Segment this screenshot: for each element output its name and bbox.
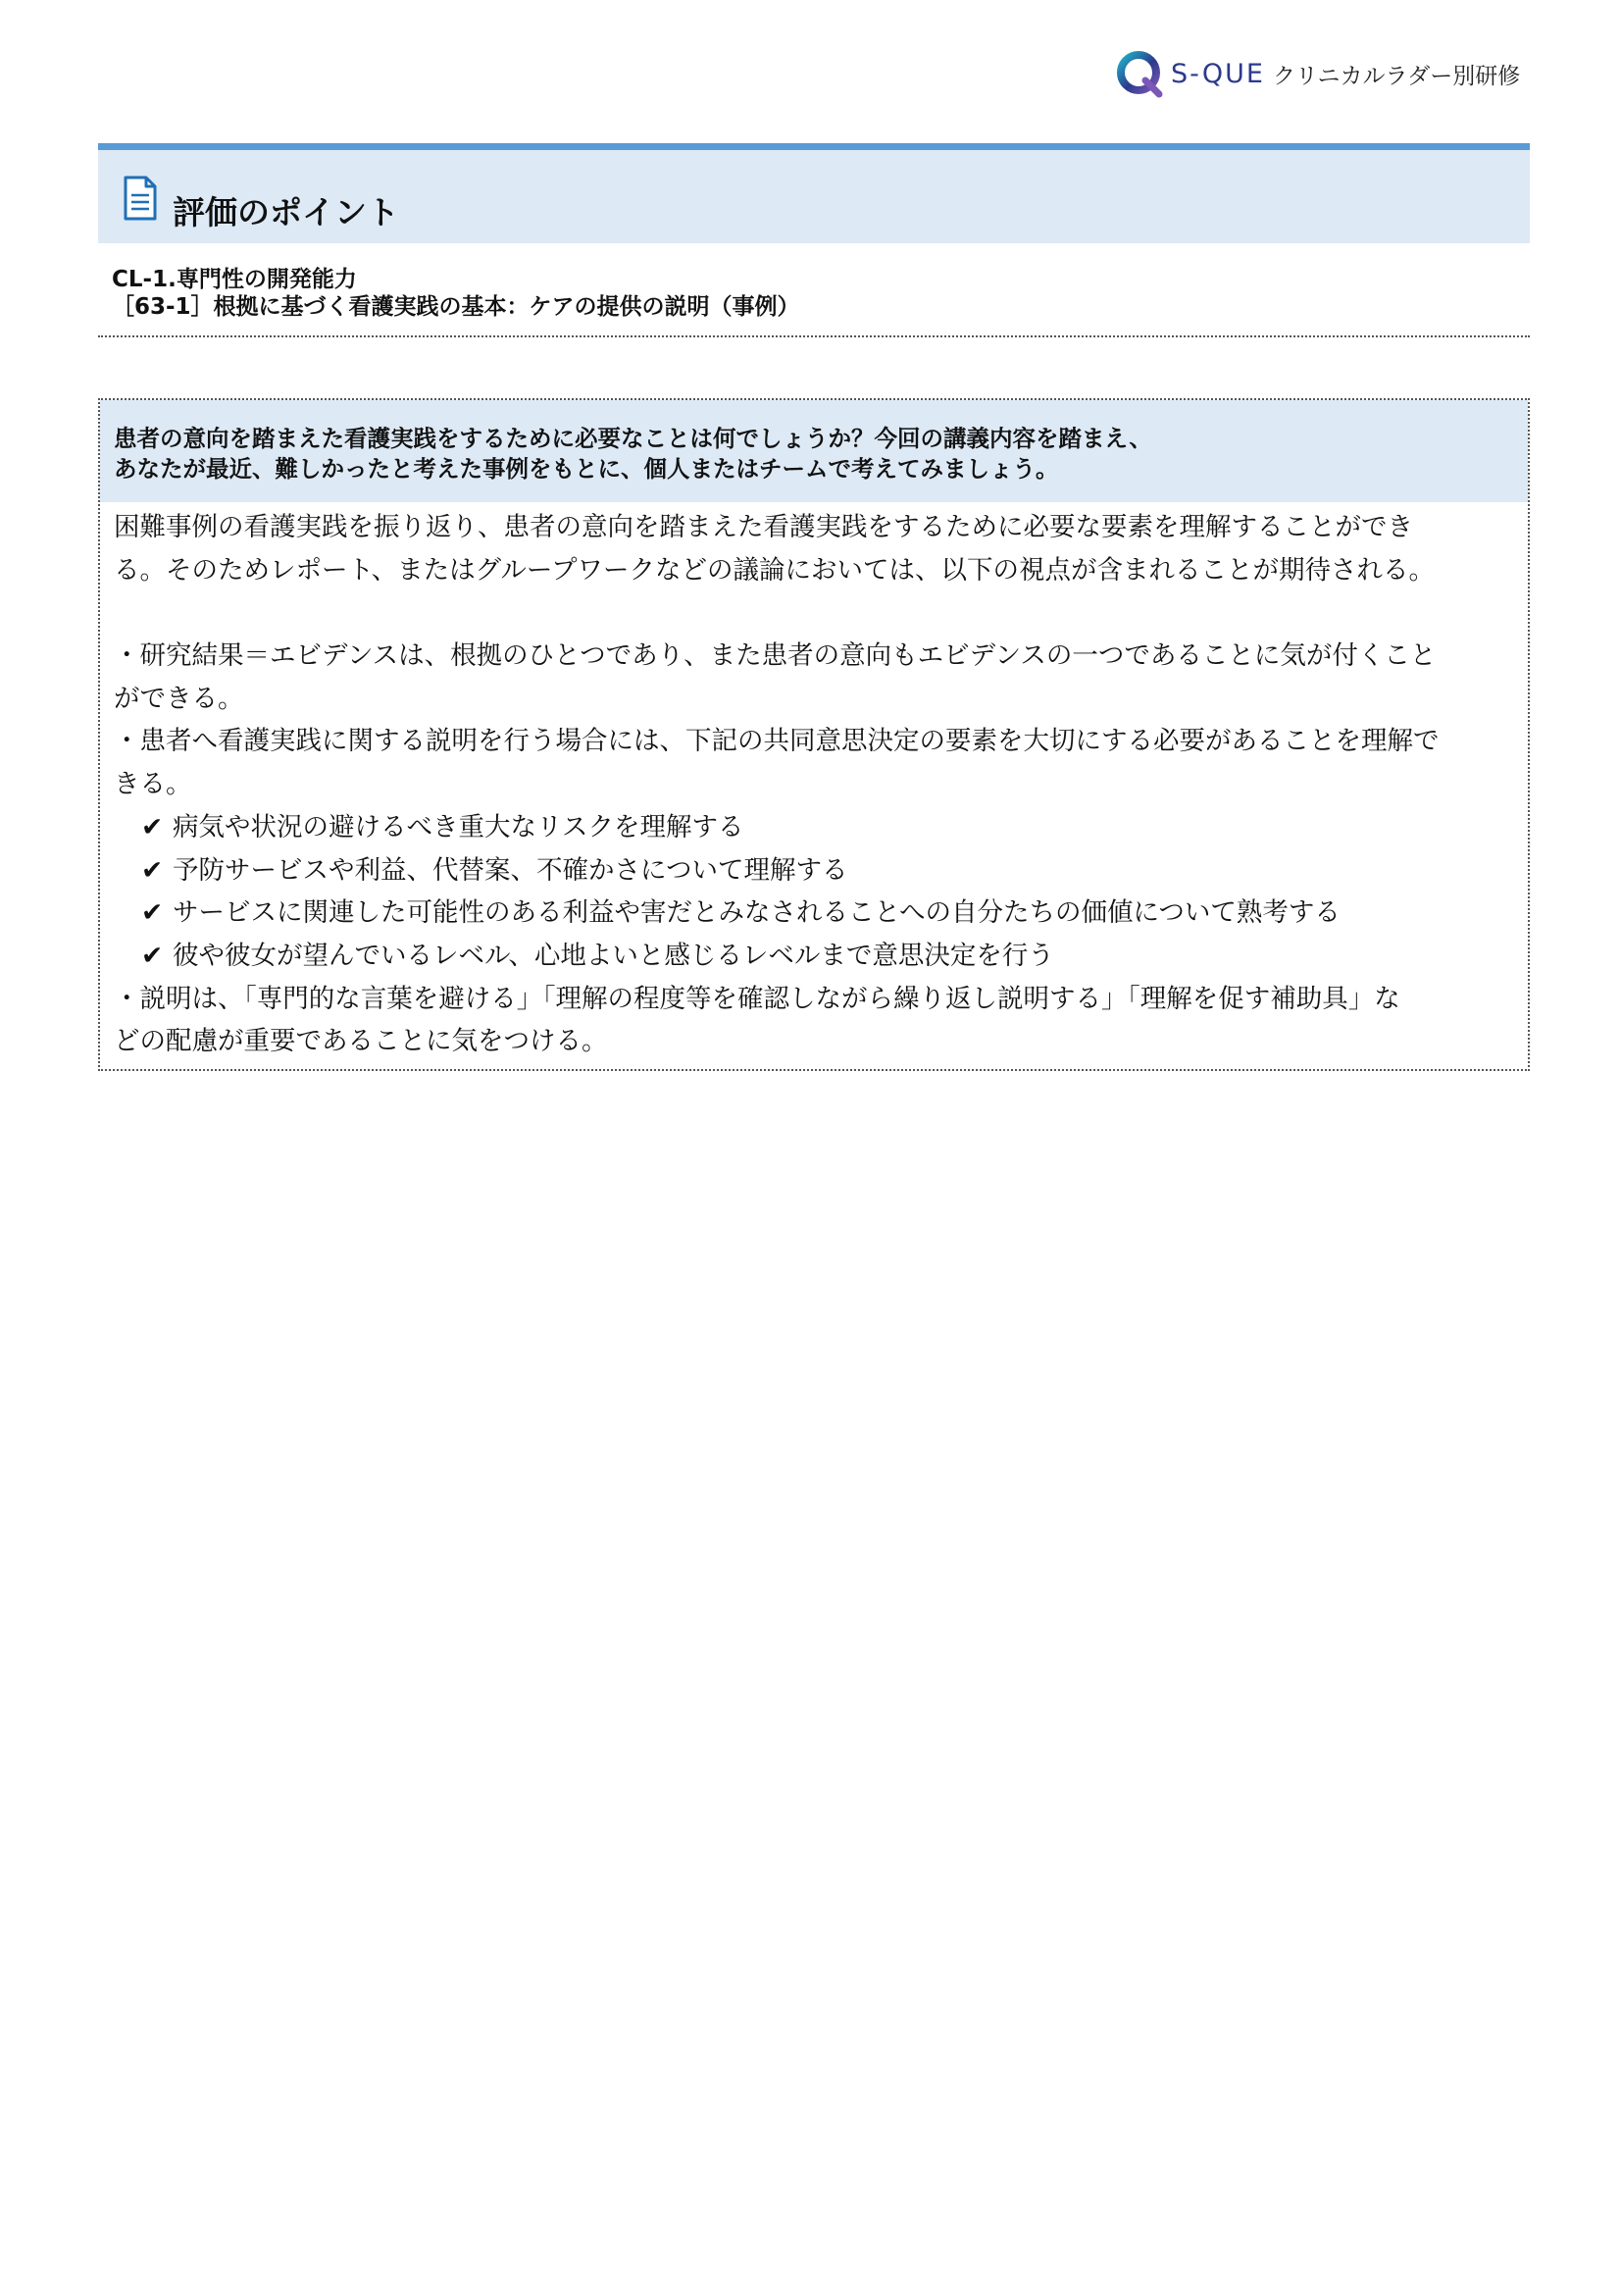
answer-body — [100, 502, 1528, 1069]
course-code: CL-1.専門性の開発能力 — [112, 267, 357, 292]
blank-line — [114, 591, 1514, 635]
brand-name: S-QUE — [1171, 58, 1265, 89]
question-line: あなたが最近、難しかったと考えた事例をもとに、個人またはチームで考えてみましょう。 — [114, 455, 1059, 483]
check-mark-icon: ✔ — [141, 897, 164, 929]
point-line: ・説明は、「専門的な言葉を避ける」「理解の程度等を確認しながら繰り返し説明する」「理解を促す補助具」な — [114, 983, 1400, 1014]
check-item-text: サービスに関連した可能性のある利益や害だとみなされることへの自分たちの価値について熟考する — [173, 897, 1341, 929]
question-line: 患者の意向を踏まえた看護実践をするために必要なことは何でしょうか？今回の講義内容を踏まえ、 — [114, 425, 1152, 452]
brand-subtitle: クリニカルラダー別研修 — [1272, 63, 1521, 89]
check-item — [114, 806, 1514, 849]
brand-header — [1116, 47, 1520, 100]
check-item-text: 予防サービスや利益、代替案、不確かさについて理解する — [173, 854, 848, 886]
document-icon — [124, 176, 157, 221]
check-item — [114, 935, 1514, 978]
point-line: どの配慮が重要であることに気をつける。 — [114, 1026, 608, 1057]
s-que-logo-icon — [1116, 49, 1165, 98]
check-item — [114, 849, 1514, 893]
point-line: ・研究結果＝エビデンスは、根拠のひとつであり、また患者の意向もエビデンスの一つであることに気が付くこと — [114, 640, 1437, 672]
page-title: 評価のポイント — [173, 193, 399, 231]
check-item-text: 彼や彼女が望んでいるレベル、心地よいと感じるレベルまで意思決定を行う — [173, 940, 1054, 971]
question-header — [100, 400, 1528, 502]
section-heading-band — [98, 143, 1530, 243]
point-line: ができる。 — [114, 683, 244, 714]
course-topic: ［63-1］根拠に基づく看護実践の基本：ケアの提供の説明（事例） — [112, 294, 800, 320]
course-info — [98, 257, 1530, 337]
check-mark-icon: ✔ — [141, 940, 164, 971]
check-mark-icon: ✔ — [141, 811, 164, 842]
check-item — [114, 892, 1514, 935]
check-item-text: 病気や状況の避けるべき重大なリスクを理解する — [173, 811, 744, 842]
check-mark-icon: ✔ — [141, 854, 164, 886]
intro-line: る。そのためレポート、またはグループワークなどの議論においては、以下の視点が含まれることが期待される。 — [114, 554, 1435, 586]
evaluation-box — [98, 398, 1530, 1071]
point-line: きる。 — [114, 769, 192, 800]
point-line: ・患者へ看護実践に関する説明を行う場合には、下記の共同意思決定の要素を大切にする必要があることを理解で — [114, 726, 1440, 757]
intro-line: 困難事例の看護実践を振り返り、患者の意向を踏まえた看護実践をするために必要な要素を理解することができ — [114, 512, 1413, 542]
